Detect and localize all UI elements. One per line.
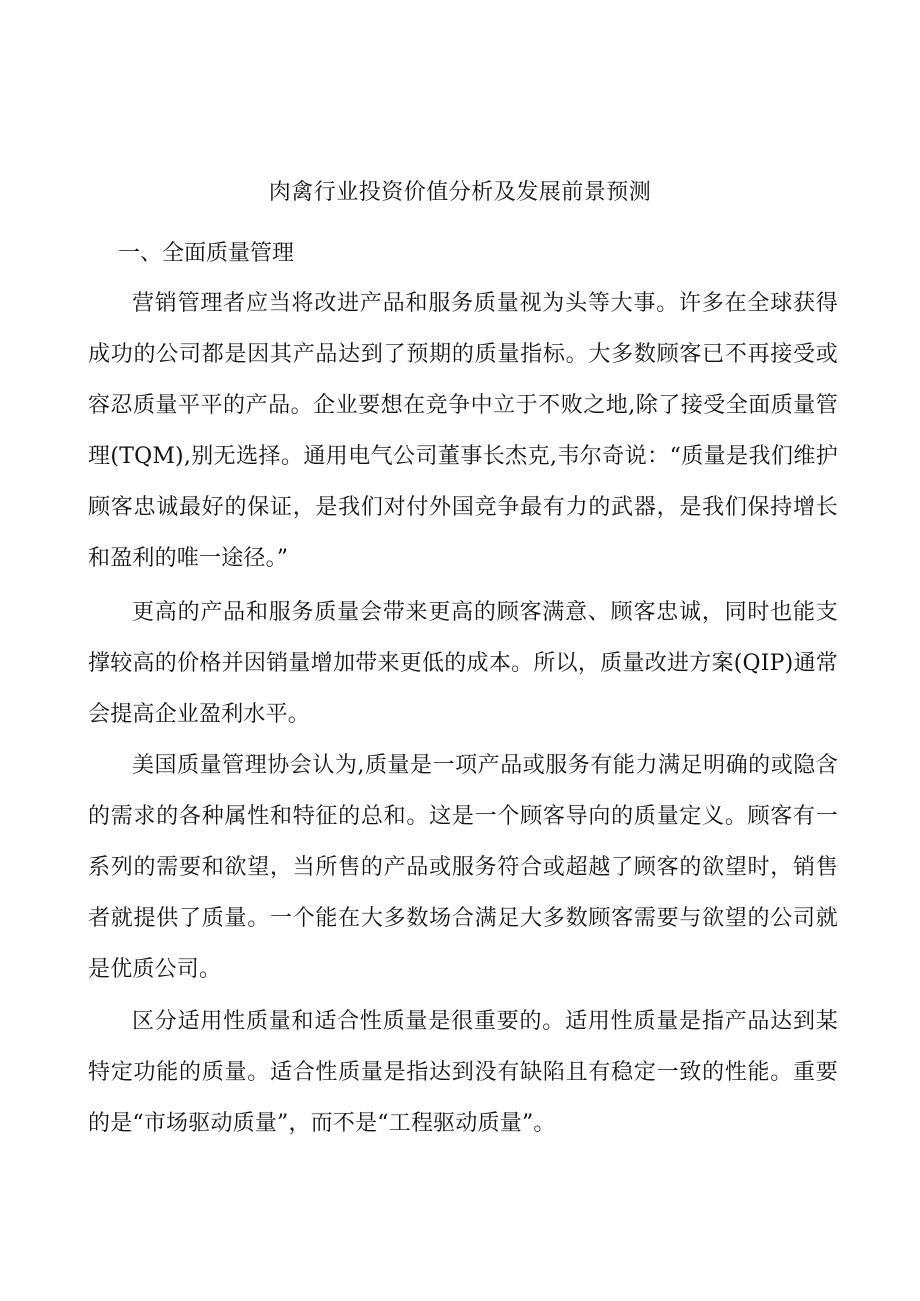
- section-heading: 一、全面质量管理: [118, 241, 295, 266]
- paragraph-quality-priority: 营销管理者应当将改进产品和服务质量视为头等大事。许多在全球获得成功的公司都是因其产品达到了预期的质量指标。大多数顾客已不再接受或容忍质量平平的产品。企业要想在竞争中立于不败之地,除了接受全面质量管理(TQM),别无选择。通用电气公司董事长杰克,韦尔奇说：“质量是我们维护顾客忠诚最好的保证，是我们对付外国竞争最有力的武器，是我们保持增长和盈利的唯一途径。”: [88, 291, 838, 571]
- paragraph-quality-types: 区分适用性质量和适合性质量是很重要的。适用性质量是指产品达到某特定功能的质量。适合性质量是指达到没有缺陷且有稳定一致的性能。重要的是“市场驱动质量”，而不是“工程驱动质量”。: [88, 1009, 838, 1136]
- document-title: 肉禽行业投资价值分析及发展前景预测: [268, 180, 652, 205]
- paragraph-quality-benefits: 更高的产品和服务质量会带来更高的顾客满意、顾客忠诚，同时也能支撑较高的价格并因销量增加带来更低的成本。所以，质量改进方案(QIP)通常会提高企业盈利水平。: [88, 600, 838, 727]
- paragraph-quality-definition: 美国质量管理协会认为,质量是一项产品或服务有能力满足明确的或隐含的需求的各种属性和特征的总和。这是一个顾客导向的质量定义。顾客有一系列的需要和欲望，当所售的产品或服务符合或超越了顾客的欲望时，销售者就提供了质量。一个能在大多数场合满足大多数顾客需要与欲望的公司就是优质公司。: [88, 753, 838, 982]
